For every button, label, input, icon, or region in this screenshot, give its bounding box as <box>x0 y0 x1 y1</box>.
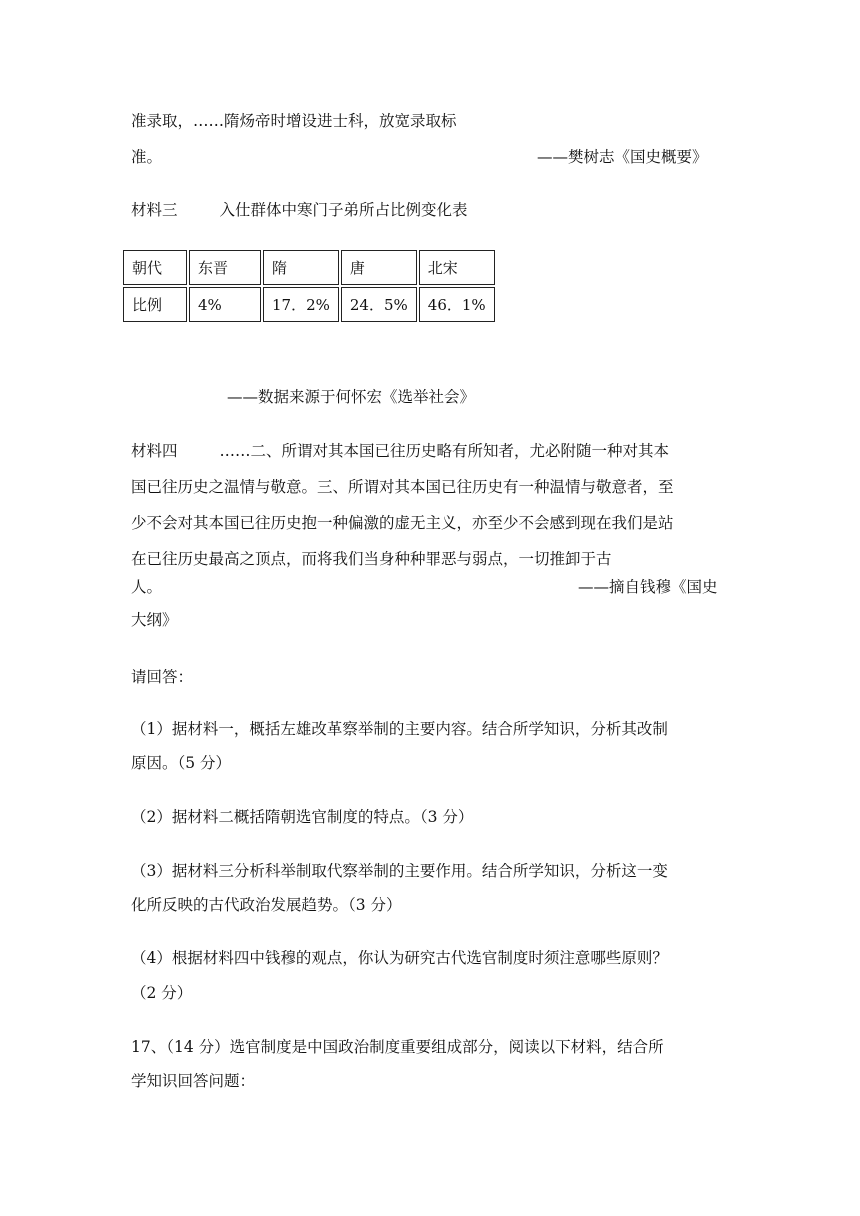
table-header-cell: 唐 <box>341 250 417 285</box>
question-3: （3）据材料三分析科举制取代察举制的主要作用。结合所学知识，分析这一变 <box>131 862 668 880</box>
table-cell: 4% <box>189 287 261 322</box>
question-1: （1）据材料一，概括左雄改革察举制的主要内容。结合所学知识，分析其改制 <box>131 720 668 738</box>
answer-prompt: 请回答： <box>131 668 194 686</box>
question-1: 原因。（5 分） <box>131 754 232 772</box>
material4-source: 大纲》 <box>131 611 178 629</box>
material2-line: 准录取，……隋炀帝时增设进士科，放宽录取标 <box>131 112 457 130</box>
material2-line: 准。 <box>131 148 163 166</box>
table-cell: 24．5% <box>341 287 417 322</box>
question-4: （2 分） <box>131 984 193 1002</box>
material3-source: ——数据来源于何怀宏《选举社会》 <box>227 388 476 406</box>
question-17: 学知识回答问题： <box>131 1072 256 1090</box>
material3-title: 入仕群体中寒门子弟所占比例变化表 <box>219 201 468 219</box>
question-2: （2）据材料二概括隋朝选官制度的特点。（3 分） <box>131 808 474 826</box>
table-header-cell: 朝代 <box>123 250 187 285</box>
material4-line: 国已往历史之温情与敬意。三、所谓对其本国已往历史有一种温情与敬意者，至 <box>131 478 674 496</box>
material4-line: 少不会对其本国已往历史抱一种偏激的虚无主义，亦至少不会感到现在我们是站 <box>131 514 674 532</box>
table-header-cell: 隋 <box>263 250 339 285</box>
question-17: 17、（14 分）选官制度是中国政治制度重要组成部分，阅读以下材料，结合所 <box>131 1038 664 1056</box>
question-3: 化所反映的古代政治发展趋势。（3 分） <box>131 896 402 914</box>
table-cell: 17．2% <box>263 287 339 322</box>
table-row-label: 比例 <box>123 287 187 322</box>
material4-line: 在已往历史最高之顶点，而将我们当身种种罪恶与弱点，一切推卸于古 <box>131 550 612 568</box>
material4-line: 人。 <box>131 578 163 596</box>
ratio-table <box>121 248 497 324</box>
material3-label: 材料三 <box>131 201 178 219</box>
table-row <box>123 287 495 322</box>
table-row <box>123 250 495 285</box>
material2-source: ——樊树志《国史概要》 <box>537 148 708 166</box>
table-header-cell: 东晋 <box>189 250 261 285</box>
material4-line <box>131 440 669 462</box>
material4-text: ……二、所谓对其本国已往历史略有所知者，尤必附随一种对其本 <box>219 442 670 460</box>
table-cell: 46．1% <box>419 287 495 322</box>
material3-heading <box>131 199 468 221</box>
material4-label: 材料四 <box>131 442 178 460</box>
material4-source: ——摘自钱穆《国史 <box>578 578 718 596</box>
table-header-cell: 北宋 <box>419 250 495 285</box>
question-4: （4）根据材料四中钱穆的观点，你认为研究古代选官制度时须注意哪些原则？ <box>131 949 668 967</box>
